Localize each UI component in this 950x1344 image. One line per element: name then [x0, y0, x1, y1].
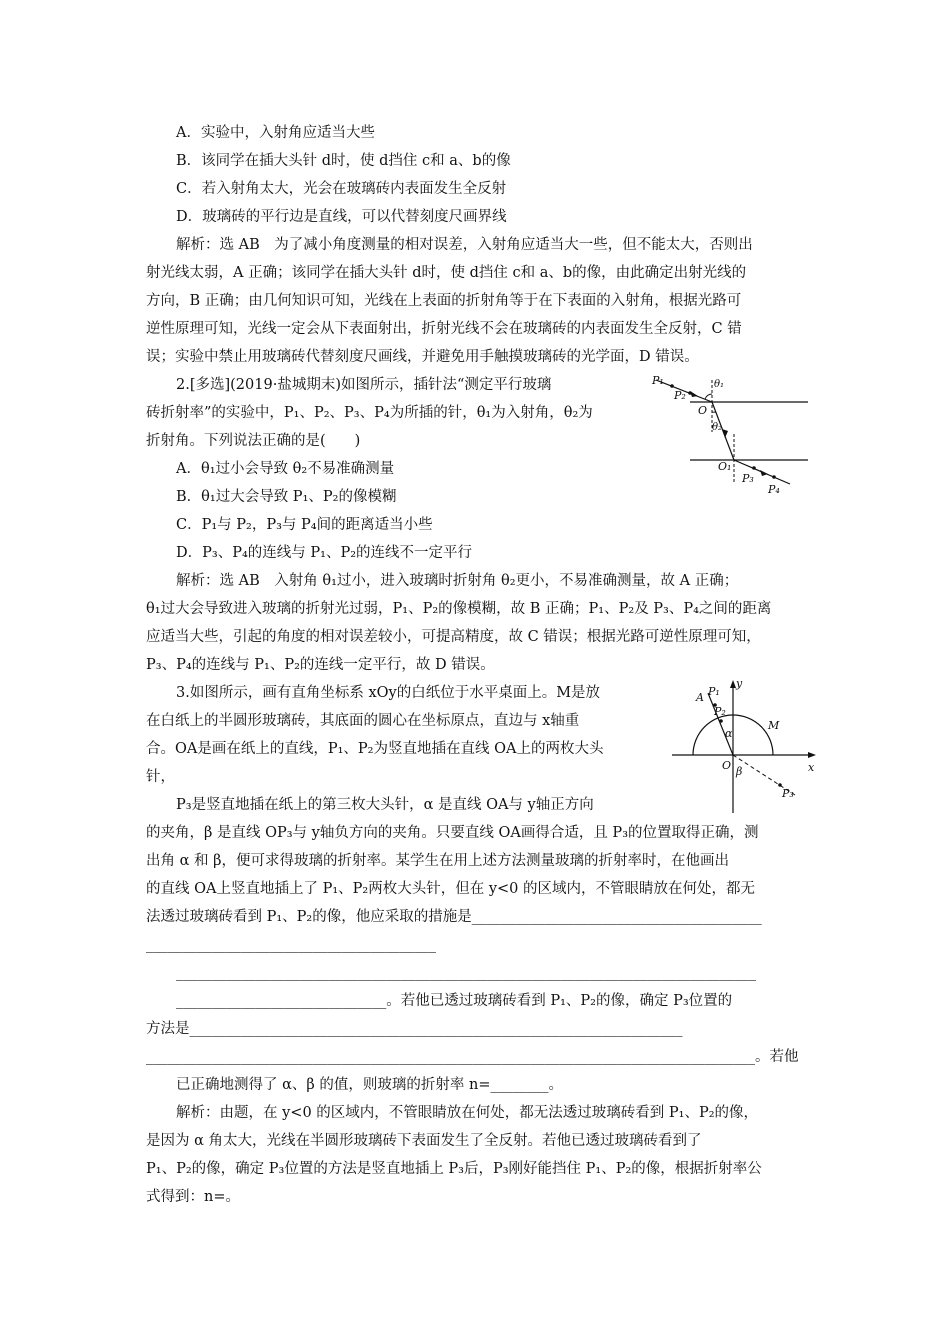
- q3-stem-line: 针，: [146, 769, 175, 785]
- q2-stem-line: 折射角。下列说法正确的是( ): [146, 433, 361, 449]
- fig-label-m: M: [768, 719, 780, 732]
- q2-stem-line: 2.[多选](2019·盐城期末)如图所示，插针法“测定平行玻璃: [176, 377, 552, 393]
- q2-analysis-line: 应适当大些，引起的角度的相对误差较小，可提高精度，故 C 错误；根据光路可逆性原理可知，: [146, 629, 761, 645]
- q3-stem-line: 法透过玻璃砖看到 P₁、P₂的像，他应采取的措施是________________________________________: [146, 909, 762, 925]
- fig-label-p1: P₁: [708, 685, 720, 698]
- fig-label-o: O: [722, 759, 732, 772]
- q3-analysis-line: 解析：由题，在 y<0 的区域内，不管眼睛放在何处，都无法透过玻璃砖看到 P₁、P₂的像，: [176, 1105, 759, 1121]
- q2-option-b: B．θ₁过大会导致 P₁、P₂的像模糊: [176, 489, 397, 505]
- q3-analysis-line: P₁、P₂的像，确定 P₃位置的方法是竖直地插上 P₃后，P₃刚好能挡住 P₁、P₂的像，根据折射率公: [146, 1161, 762, 1177]
- fig-label-p3: P₃: [782, 787, 794, 800]
- q2-option-a: A．θ₁过小会导致 θ₂不易准确测量: [176, 461, 395, 477]
- q3-stem-line: 合。OA是画在纸上的直线，P₁、P₂为竖直地插在直线 OA上的两枚大头: [146, 741, 604, 757]
- q2-option-d: D．P₃、P₄的连线与 P₁、P₂的连线不一定平行: [176, 545, 473, 561]
- fig-label-o1: O₁: [718, 460, 732, 473]
- q1-analysis-line: 解析：选 AB 为了减小角度测量的相对误差，入射角应适当大一些，但不能太大，否则出: [176, 237, 753, 253]
- q1-option-a: A．实验中，入射角应适当大些: [176, 125, 375, 141]
- fig-label-theta2: θ₂: [712, 422, 723, 433]
- q1-option-b: B．该同学在插大头针 d时，使 d挡住 c和 a、b的像: [176, 153, 511, 169]
- q3-stem-line: 的夹角，β 是直线 OP₃与 y轴负方向的夹角。只要直线 OA画得合适，且 P₃的位置取得正确，测: [146, 825, 759, 841]
- q3-stem-line: 已正确地测得了 α、β 的值，则玻璃的折射率 n=________。: [176, 1077, 563, 1093]
- q3-semicircle-glass-figure: [670, 675, 820, 815]
- fig-label-a: A: [696, 691, 704, 704]
- q3-blank-line: ________________________________________: [146, 937, 436, 953]
- fig-label-o: O: [698, 404, 708, 417]
- q3-analysis-line: 式得到：n=。: [146, 1189, 240, 1205]
- q2-analysis-line: P₃、P₄的连线与 P₁、P₂的连线一定平行，故 D 错误。: [146, 657, 495, 673]
- q2-option-c: C．P₁与 P₂，P₃与 P₄间的距离适当小些: [176, 517, 433, 533]
- q2-analysis-line: 解析：选 AB 入射角 θ₁过小，进入玻璃时折射角 θ₂更小，不易准确测量，故 A 正确；: [176, 573, 739, 589]
- q3-stem-line: 方法是____________________________________________________________________: [146, 1021, 683, 1037]
- q3-stem-line: _____________________________。若他已透过玻璃砖看到 P₁、P₂的像，确定 P₃位置的: [176, 993, 733, 1009]
- q1-analysis-line: 方向，B 正确；由几何知识可知，光线在上表面的折射角等于在下表面的入射角，根据光路可: [146, 293, 742, 309]
- q3-stem-line: 在白纸上的半圆形玻璃砖，其底面的圆心在坐标原点，直边与 x轴重: [146, 713, 580, 729]
- q3-analysis-line: 是因为 α 角太大，光线在半圆形玻璃砖下表面发生了全反射。若他已透过玻璃砖看到了: [146, 1133, 702, 1149]
- q2-stem-line: 砖折射率”的实验中，P₁、P₂、P₃、P₄为所插的针，θ₁为入射角，θ₂为: [146, 405, 593, 421]
- q3-stem-line: P₃是竖直地插在纸上的第三枚大头针，α 是直线 OA与 y轴正方向: [176, 797, 594, 813]
- fig-label-p4: P₄: [768, 483, 780, 496]
- q3-stem-line: ____________________________________________________________________________________。若他: [146, 1049, 799, 1065]
- fig-label-beta: β: [736, 765, 743, 778]
- q1-option-c: C．若入射角太大，光会在玻璃砖内表面发生全反射: [176, 181, 507, 197]
- q3-stem-line: 3.如图所示，画有直角坐标系 xOy的白纸位于水平桌面上。M是放: [176, 685, 601, 701]
- fig-label-alpha: α: [725, 727, 733, 740]
- fig-label-p2: P₂: [674, 389, 686, 402]
- q3-blank-line: ________________________________________________________________________________: [176, 965, 756, 981]
- q1-analysis-line: 误；实验中禁止用玻璃砖代替刻度尺画线，并避免用手触摸玻璃砖的光学面，D 错误。: [146, 349, 699, 365]
- q1-option-d: D．玻璃砖的平行边是直线，可以代替刻度尺画界线: [176, 209, 507, 225]
- fig-label-p1: P₁: [652, 374, 664, 387]
- fig-label-x: x: [808, 761, 815, 774]
- fig-label-p2: P₂: [714, 705, 726, 718]
- q3-stem-line: 出角 α 和 β，便可求得玻璃的折射率。某学生在用上述方法测量玻璃的折射率时，在他画出: [146, 853, 729, 869]
- fig-label-p3: P₃: [742, 472, 754, 485]
- fig-label-theta1: θ₁: [714, 379, 725, 390]
- q1-analysis-line: 逆性原理可知，光线一定会从下表面射出，折射光线不会在玻璃砖的内表面发生全反射，C 错: [146, 321, 742, 337]
- q2-parallel-glass-figure: [650, 372, 810, 502]
- q1-analysis-line: 射光线太弱，A 正确；该同学在插大头针 d时，使 d挡住 c和 a、b的像，由此确定出射光线的: [146, 265, 747, 281]
- q2-analysis-line: θ₁过大会导致进入玻璃的折射光过弱，P₁、P₂的像模糊，故 B 正确；P₁、P₂及 P₃、P₄之间的距离: [146, 601, 772, 617]
- q3-stem-line: 的直线 OA上竖直地插上了 P₁、P₂两枚大头针，但在 y<0 的区域内，不管眼睛放在何处，都无: [146, 881, 755, 897]
- fig-label-y: y: [736, 677, 743, 690]
